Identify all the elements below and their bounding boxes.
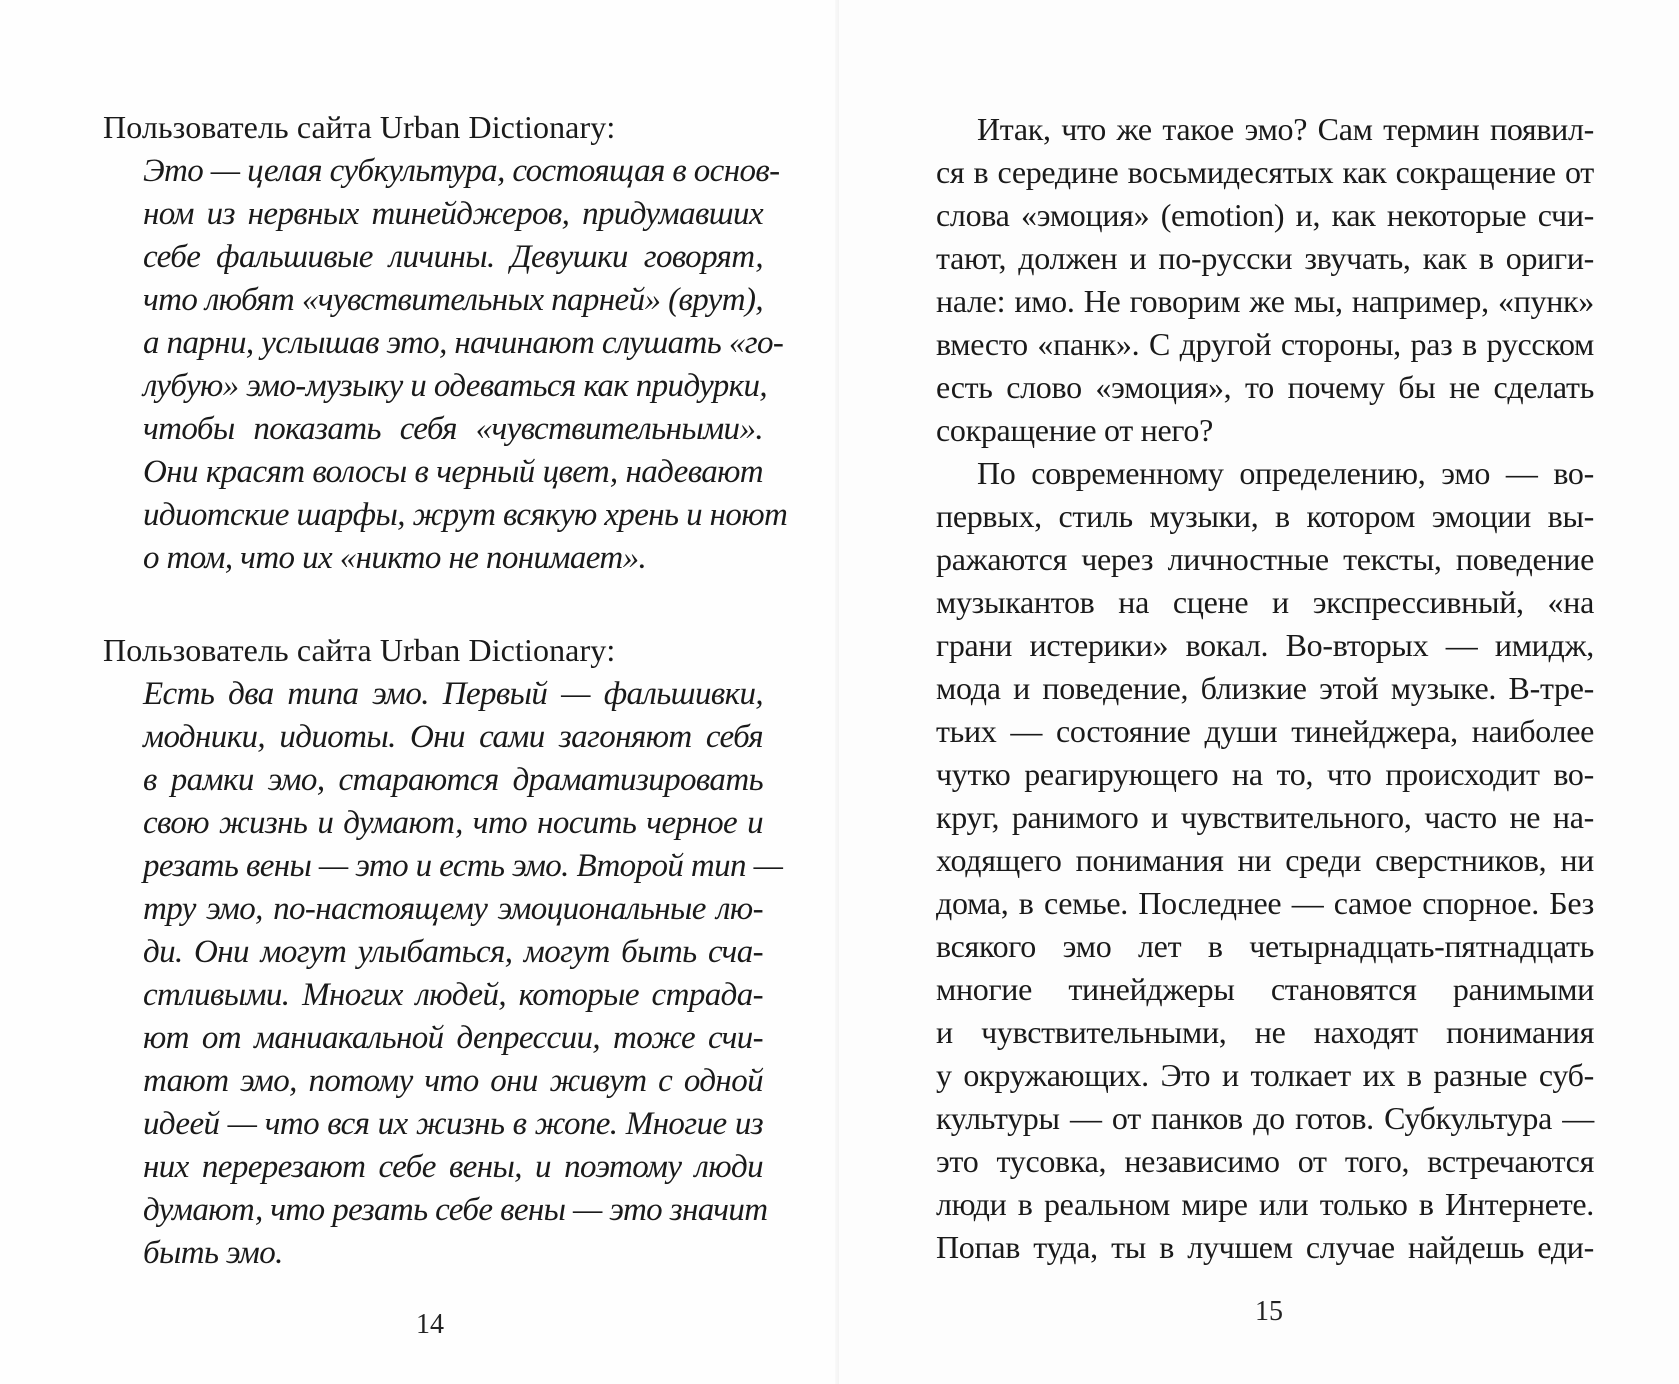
quote2-line: тают эмо, потому что они живут с одной	[143, 1063, 763, 1099]
quote2-line: них перерезают себе вены, и поэтому люди	[143, 1149, 763, 1185]
paragraph-line: первых, стиль музыки, в котором эмоции вы-	[936, 498, 1594, 534]
quote2-line: свою жизнь и думают, что носить черное и	[143, 805, 763, 841]
paragraph-line: нале: имо. Не говорим же мы, например, «пунк»	[936, 283, 1594, 319]
paragraph-line: это тусовка, независимо от того, встречаются	[936, 1143, 1594, 1179]
quote2-line: Есть два типа эмо. Первый — фальшивки,	[143, 676, 763, 712]
paragraph-line: многие тинейджеры становятся ранимыми	[936, 971, 1594, 1007]
quote2-line: идеей — что вся их жизнь в жопе. Многие из	[143, 1106, 763, 1142]
paragraph-line: музыкантов на сцене и экспрессивный, «на	[936, 584, 1594, 620]
quote2-line: быть эмо.	[143, 1235, 283, 1271]
quote2-speaker: Пользователь сайта Urban Dictionary:	[103, 632, 616, 668]
quote1-line: лубую» эмо-музыку и одеваться как придурки,	[143, 368, 768, 404]
paragraph-line: По современному определению, эмо — во-	[977, 455, 1594, 491]
left-page	[0, 0, 839, 1384]
paragraph-line: Попав туда, ты в лучшем случае найдешь еди-	[936, 1229, 1594, 1265]
paragraph-line: Итак, что же такое эмо? Сам термин появил-	[977, 111, 1594, 147]
paragraph-line: тьих — состояние души тинейджера, наиболее	[936, 713, 1594, 749]
quote1-line: Они красят волосы в черный цвет, надевают	[143, 454, 763, 490]
quote2-line: резать вены — это и есть эмо. Второй тип —	[143, 848, 783, 884]
paragraph-line: культуры — от панков до готов. Субкультура —	[936, 1100, 1594, 1136]
paragraph-line: чутко реагирующего на то, что происходит во-	[936, 756, 1594, 792]
quote2-line: в рамки эмо, стараются драматизировать	[143, 762, 763, 798]
quote1-line: что любят «чувствительных парней» (врут),	[143, 282, 763, 318]
quote1-line: о том, что их «никто не понимает».	[143, 540, 647, 576]
paragraph-line: ходящего понимания ни среди сверстников, ни	[936, 842, 1594, 878]
quote1-line: себе фальшивые личины. Девушки говорят,	[143, 239, 763, 275]
quote1-line: Это — целая субкультура, состоящая в основ-	[143, 153, 780, 189]
quote2-line: стливыми. Многих людей, которые страда-	[143, 977, 763, 1013]
paragraph-line: всякого эмо лет в четырнадцать-пятнадцать	[936, 928, 1594, 964]
quote1-line: а парни, услышав это, начинают слушать «го-	[143, 325, 784, 361]
quote1-line: идиотские шарфы, жрут всякую хрень и ноют	[143, 497, 788, 533]
paragraph-line: ся в середине восьмидесятых как сокращение от	[936, 154, 1594, 190]
right-page	[839, 0, 1679, 1384]
quote2-line: модники, идиоты. Они сами загоняют себя	[143, 719, 763, 755]
quote1-speaker: Пользователь сайта Urban Dictionary:	[103, 109, 616, 145]
quote2-line: думают, что резать себе вены — это значит	[143, 1192, 768, 1228]
paragraph-line: вместо «панк». С другой стороны, раз в русском	[936, 326, 1594, 362]
page-number-right: 15	[1255, 1296, 1283, 1327]
paragraph-line: мода и поведение, близкие этой музыке. В-тре-	[936, 670, 1594, 706]
quote1-line: чтобы показать себя «чувствительными».	[143, 411, 763, 447]
paragraph-line: тают, должен и по-русски звучать, как в ориги-	[936, 240, 1594, 276]
paragraph-line: дома, в семье. Последнее — самое спорное. Без	[936, 885, 1594, 921]
paragraph-line: у окружающих. Это и толкает их в разные суб-	[936, 1057, 1594, 1093]
quote1-line: ном из нервных тинейджеров, придумавших	[143, 196, 763, 232]
quote2-line: ют от маниакальной депрессии, тоже счи-	[143, 1020, 763, 1056]
paragraph-line: и чувствительными, не находят понимания	[936, 1014, 1594, 1050]
paragraph-line: сокращение от него?	[936, 412, 1213, 448]
page-number-left: 14	[416, 1309, 444, 1340]
paragraph-line: грани истерики» вокал. Во-вторых — имидж,	[936, 627, 1594, 663]
paragraph-line: круг, ранимого и чувствительного, часто не на-	[936, 799, 1594, 835]
paragraph-line: люди в реальном мире или только в Интернете.	[936, 1186, 1594, 1222]
paragraph-line: слова «эмоция» (emotion) и, как некоторые счи-	[936, 197, 1594, 233]
quote2-line: тру эмо, по-настоящему эмоциональные лю-	[143, 891, 763, 927]
paragraph-line: есть слово «эмоция», то почему бы не сделать	[936, 369, 1594, 405]
paragraph-line: ражаются через личностные тексты, поведение	[936, 541, 1594, 577]
quote2-line: ди. Они могут улыбаться, могут быть сча-	[143, 934, 763, 970]
